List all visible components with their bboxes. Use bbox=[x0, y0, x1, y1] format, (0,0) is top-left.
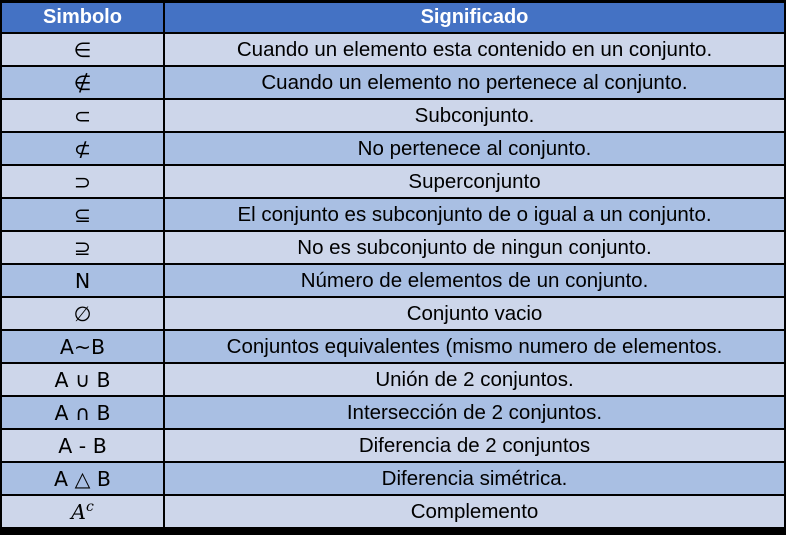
meaning-cell: No pertenece al conjunto. bbox=[165, 133, 784, 166]
symbol-cell: A - B bbox=[2, 430, 165, 463]
table-row bbox=[2, 364, 784, 397]
meaning-cell: Cuando un elemento no pertenece al conjunto. bbox=[165, 67, 784, 100]
symbol-cell: A~B bbox=[2, 331, 165, 364]
symbol-cell: A ∪ B bbox=[2, 364, 165, 397]
meaning-cell: Cuando un elemento esta contenido en un conjunto. bbox=[165, 34, 784, 67]
meaning-cell: Complemento bbox=[165, 496, 784, 529]
table-row bbox=[2, 430, 784, 463]
table-row bbox=[2, 166, 784, 199]
header-symbol: Simbolo bbox=[2, 3, 165, 34]
meaning-cell: Intersección de 2 conjuntos. bbox=[165, 397, 784, 430]
meaning-cell: Diferencia simétrica. bbox=[165, 463, 784, 496]
meaning-cell: Conjunto vacio bbox=[165, 298, 784, 331]
symbol-cell: N bbox=[2, 265, 165, 298]
symbols-table bbox=[2, 3, 784, 529]
symbol-cell: ⊂ bbox=[2, 100, 165, 133]
meaning-cell: Diferencia de 2 conjuntos bbox=[165, 430, 784, 463]
table-row bbox=[2, 100, 784, 133]
symbol-cell: ⊃ bbox=[2, 166, 165, 199]
symbol-cell: ∉ bbox=[2, 67, 165, 100]
symbol-cell: A ∩ B bbox=[2, 397, 165, 430]
meaning-cell: Superconjunto bbox=[165, 166, 784, 199]
table-row bbox=[2, 34, 784, 67]
symbol-cell: ∈ bbox=[2, 34, 165, 67]
table-row bbox=[2, 397, 784, 430]
table-row bbox=[2, 463, 784, 496]
table-row bbox=[2, 496, 784, 529]
meaning-cell: Conjuntos equivalentes (mismo numero de elementos. bbox=[165, 331, 784, 364]
symbol-cell bbox=[2, 496, 165, 529]
symbol-cell: ⊇ bbox=[2, 232, 165, 265]
table-row bbox=[2, 133, 784, 166]
symbol-cell: ⊆ bbox=[2, 199, 165, 232]
complement-superscript: c bbox=[85, 499, 94, 516]
symbol-cell: ⊄ bbox=[2, 133, 165, 166]
table-row bbox=[2, 331, 784, 364]
table-row bbox=[2, 67, 784, 100]
symbol-cell: ∅ bbox=[2, 298, 165, 331]
meaning-cell: Subconjunto. bbox=[165, 100, 784, 133]
meaning-cell: El conjunto es subconjunto de o igual a un conjunto. bbox=[165, 199, 784, 232]
table-row bbox=[2, 232, 784, 265]
complement-base: A bbox=[71, 499, 86, 524]
table-row bbox=[2, 265, 784, 298]
meaning-cell: No es subconjunto de ningun conjunto. bbox=[165, 232, 784, 265]
complement-symbol bbox=[71, 500, 94, 524]
table-row bbox=[2, 298, 784, 331]
table-header-row bbox=[2, 3, 784, 34]
symbol-cell: A △ B bbox=[2, 463, 165, 496]
table-row bbox=[2, 199, 784, 232]
header-meaning: Significado bbox=[165, 3, 784, 34]
meaning-cell: Número de elementos de un conjunto. bbox=[165, 265, 784, 298]
meaning-cell: Unión de 2 conjuntos. bbox=[165, 364, 784, 397]
